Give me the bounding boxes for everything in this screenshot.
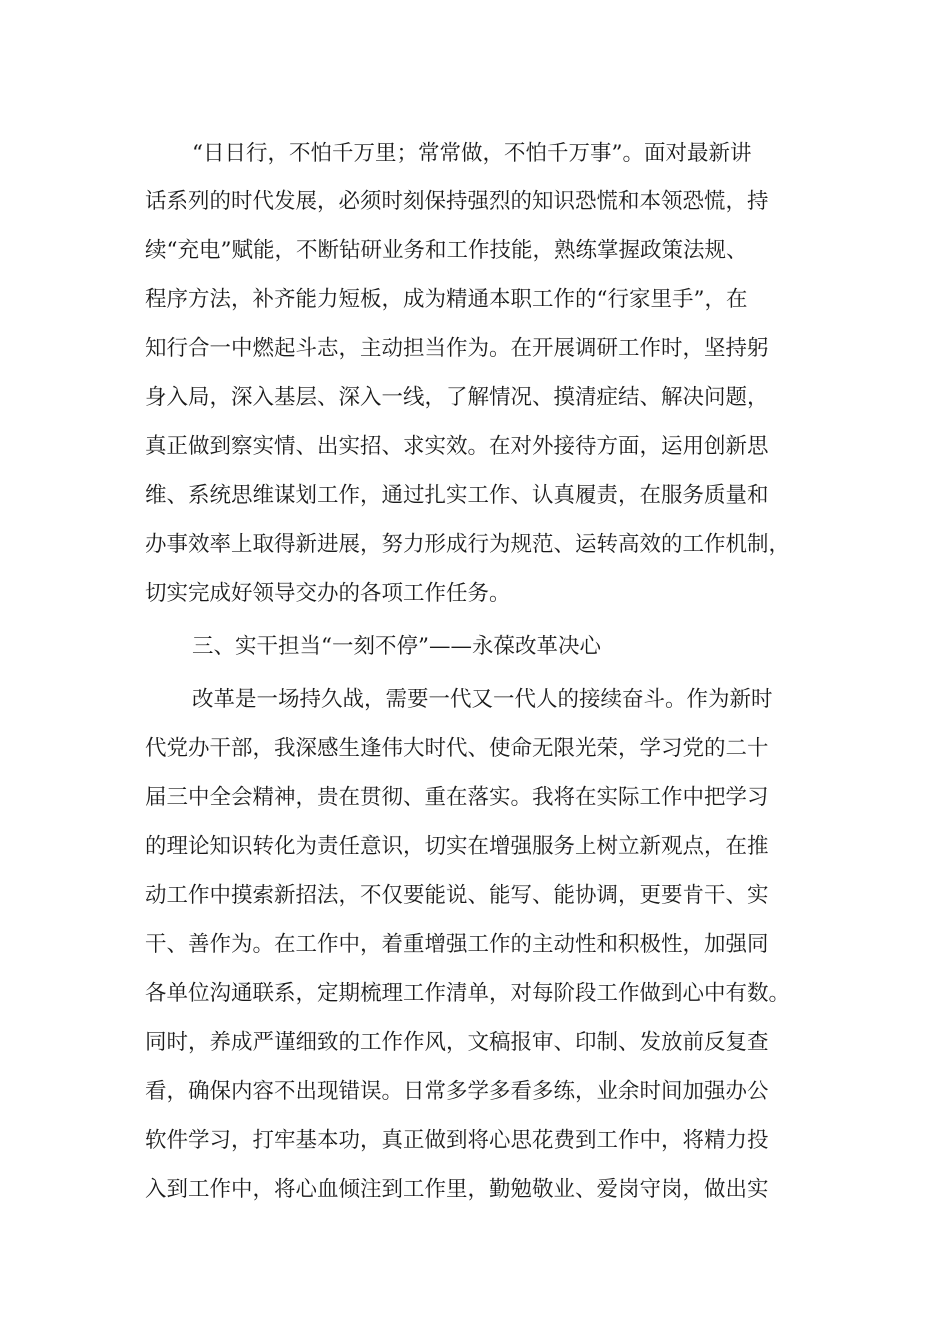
paragraph-2-line: 软件学习，打牢基本功，真正做到将心思花费到工作中，将精力投 <box>145 1128 769 1153</box>
paragraph-1-line: 程序方法，补齐能力短板，成为精通本职工作的“行家里手”，在 <box>145 287 748 312</box>
paragraph-2-line: 入到工作中，将心血倾注到工作里，勤勉敬业、爱岗守岗，做出实 <box>145 1177 769 1202</box>
paragraph-2-line: 干、善作为。在工作中，着重增强工作的主动性和积极性，加强同 <box>145 932 769 957</box>
paragraph-1-line: 维、系统思维谋划工作，通过扎实工作、认真履责，在服务质量和 <box>145 483 769 508</box>
paragraph-2-line: 改革是一场持久战，需要一代又一代人的接续奋斗。作为新时 <box>192 687 773 712</box>
paragraph-1-line: 办事效率上取得新进展，努力形成行为规范、运转高效的工作机制， <box>145 532 791 557</box>
paragraph-2-line: 的理论知识转化为责任意识，切实在增强服务上树立新观点，在推 <box>145 834 769 859</box>
paragraph-2-line: 代党办干部，我深感生逢伟大时代、使命无限光荣，学习党的二十 <box>145 736 769 761</box>
paragraph-1-line: 切实完成好领导交办的各项工作任务。 <box>145 581 511 606</box>
paragraph-1-line: 话系列的时代发展，必须时刻保持强烈的知识恐慌和本领恐慌，持 <box>145 189 769 214</box>
paragraph-1-line: 知行合一中燃起斗志，主动担当作为。在开展调研工作时，坚持躬 <box>145 336 769 361</box>
paragraph-1-line: 身入局，深入基层、深入一线，了解情况、摸清症结、解决问题， <box>145 385 769 410</box>
section-heading: 三、实干担当“一刻不停”——永葆改革决心 <box>192 634 601 659</box>
paragraph-2-line: 同时，养成严谨细致的工作作风，文稿报审、印制、发放前反复查 <box>145 1030 769 1055</box>
paragraph-1-line: “日日行，不怕千万里；常常做，不怕千万事”。面对最新讲 <box>192 141 752 166</box>
paragraph-2-line: 看，确保内容不出现错误。日常多学多看多练，业余时间加强办公 <box>145 1079 769 1104</box>
paragraph-1-line: 续“充电”赋能，不断钻研业务和工作技能，熟练掌握政策法规、 <box>145 238 748 263</box>
paragraph-1-line: 真正做到察实情、出实招、求实效。在对外接待方面，运用创新思 <box>145 434 769 459</box>
paragraph-2-line: 各单位沟通联系，定期梳理工作清单，对每阶段工作做到心中有数。 <box>145 981 791 1006</box>
paragraph-2-line: 动工作中摸索新招法，不仅要能说、能写、能协调，更要肯干、实 <box>145 883 769 908</box>
paragraph-2-line: 届三中全会精神，贵在贯彻、重在落实。我将在实际工作中把学习 <box>145 785 769 810</box>
